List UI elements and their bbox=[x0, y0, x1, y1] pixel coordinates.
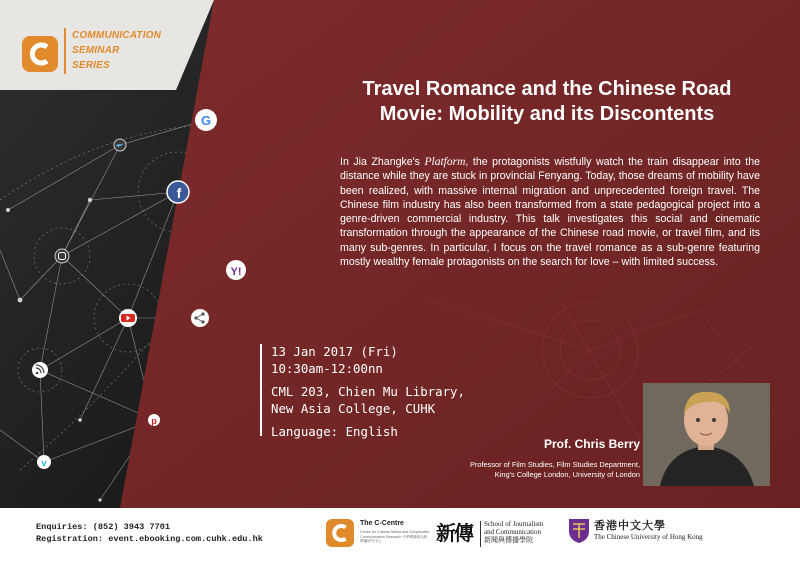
title-line-1: Travel Romance and the Chinese Road bbox=[362, 78, 732, 100]
series-line-3: SERIES bbox=[72, 60, 110, 71]
details-divider bbox=[260, 344, 262, 436]
speaker-photo bbox=[643, 383, 770, 486]
journalism-line-1: School of Journalism bbox=[484, 520, 544, 528]
svg-text:G: G bbox=[200, 113, 212, 128]
abstract-body: , the protagonists wistfully watch the train disappear into the distance while they are stuck in provincial Fenyang. Today, those dreams of mobility have been realized, with massive internal migration and unprecedented foreign travel. The Chinese film industry has also been transformed from a state pedagogical project into a genre-driven commercial industry. This talk investigates this social and cinematic transformation through the appearance of the Chinese road movie, or travel film, and its many sub-genres. In particular, I focus on the travel romance as a sub-genre featuring mostly wealthy female protagonists on the search for love – with limited success. bbox=[340, 156, 760, 269]
svg-text:f: f bbox=[176, 185, 182, 201]
seminar-abstract bbox=[340, 155, 760, 269]
title-line-2: Movie: Mobility and its Discontents bbox=[379, 103, 715, 125]
journalism-line-2: and Communication bbox=[484, 528, 541, 536]
event-venue-line-2: New Asia College, CUHK bbox=[271, 401, 436, 416]
ccentre-subtitle: Centre for Chinese Media and Comparative Communication Research 中華傳播與比較傳播研究中心 bbox=[360, 530, 430, 544]
facebook-icon bbox=[167, 181, 189, 203]
cuhk-name bbox=[594, 520, 703, 542]
pinterest-icon bbox=[148, 414, 160, 426]
svg-text:v: v bbox=[41, 458, 47, 468]
rss-icon bbox=[32, 362, 48, 378]
abstract-intro: In Jia Zhangke's bbox=[340, 156, 425, 168]
event-date: 13 Jan 2017 (Fri) bbox=[271, 344, 398, 359]
ccentre-name: The C-Centre bbox=[360, 520, 404, 527]
series-line-1: COMMUNICATION bbox=[72, 30, 162, 41]
series-c-logo-icon bbox=[22, 36, 58, 72]
youtube-icon bbox=[119, 309, 137, 327]
enquiries-text: Enquiries: (852) 3943 7701 bbox=[36, 522, 171, 532]
footer-contact bbox=[36, 521, 263, 545]
series-divider bbox=[64, 28, 66, 74]
speaker-name: Prof. Chris Berry bbox=[543, 437, 640, 451]
series-line-2: SEMINAR bbox=[72, 45, 120, 56]
film-title: Platform bbox=[424, 156, 466, 168]
svg-text:p: p bbox=[151, 416, 157, 426]
ccentre-logo-icon bbox=[326, 519, 354, 547]
vimeo-icon bbox=[37, 455, 51, 469]
share-icon bbox=[191, 309, 209, 327]
journalism-school-mark: 新傳 bbox=[436, 521, 472, 545]
event-venue-line-1: CML 203, Chien Mu Library, bbox=[271, 384, 465, 399]
svg-text:Y!: Y! bbox=[230, 266, 242, 278]
google-icon bbox=[195, 109, 217, 131]
journalism-line-3: 新聞與傳播學院 bbox=[484, 536, 533, 544]
series-name bbox=[72, 28, 161, 73]
speaker-title-line-1: Professor of Film Studies, Film Studies Department, bbox=[469, 460, 640, 469]
cuhk-name-zh: 香港中文大學 bbox=[594, 520, 666, 532]
speaker-affiliation bbox=[380, 460, 640, 480]
instagram-icon bbox=[55, 249, 69, 263]
cuhk-name-en: The Chinese University of Hong Kong bbox=[594, 533, 703, 541]
yahoo-icon bbox=[226, 260, 246, 280]
journalism-divider bbox=[480, 521, 481, 547]
event-details bbox=[271, 343, 465, 440]
twitter-icon bbox=[114, 139, 126, 151]
event-language: Language: English bbox=[271, 424, 398, 439]
cuhk-crest-icon bbox=[568, 518, 590, 544]
seminar-title bbox=[337, 77, 757, 127]
journalism-school-name bbox=[484, 520, 544, 544]
registration-link[interactable]: Registration: event.ebooking.com.cuhk.edu.hk bbox=[36, 534, 263, 544]
speaker-title-line-2: King's College London, University of London bbox=[494, 470, 640, 479]
event-time: 10:30am-12:00nn bbox=[271, 361, 383, 376]
